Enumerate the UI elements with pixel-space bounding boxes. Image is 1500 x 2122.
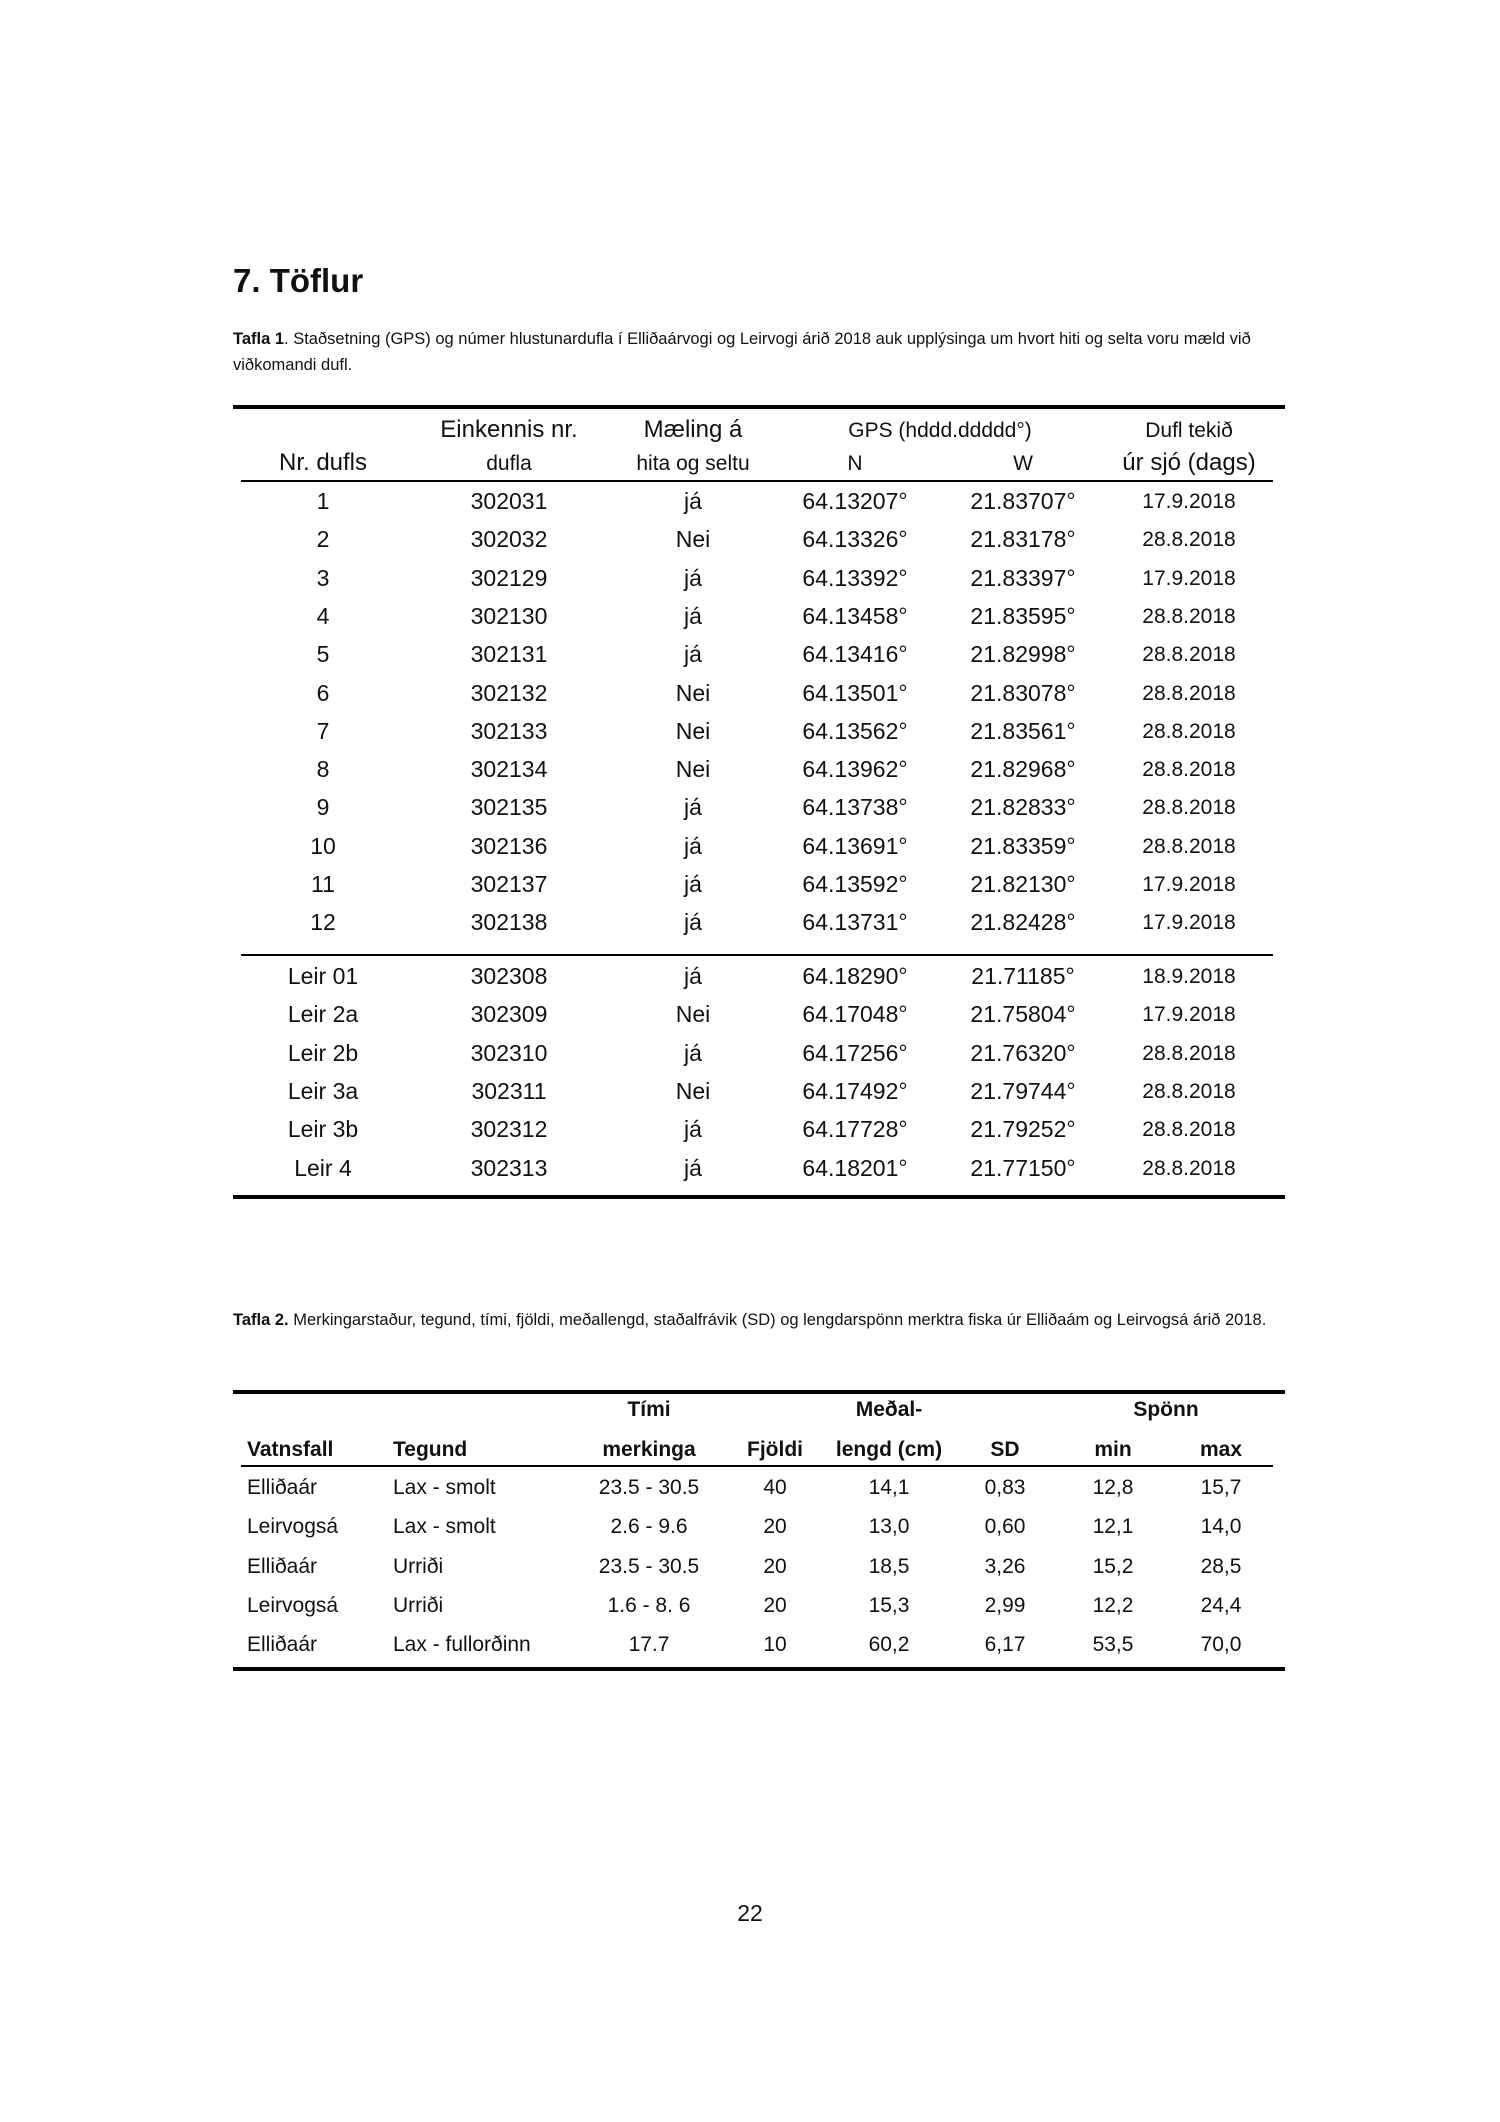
table1-bottom-rule: [233, 1195, 1285, 1199]
header-vatnsfall: Vatnsfall: [247, 1438, 334, 1461]
header-sd: SD: [990, 1438, 1020, 1461]
header-n: N: [847, 452, 863, 475]
cell-nr-dufls: 9: [316, 794, 330, 821]
cell-timi: 1.6 - 8. 6: [607, 1593, 691, 1617]
cell-gps-n: 64.13392°: [802, 564, 908, 591]
cell-min: 12,2: [1092, 1593, 1134, 1617]
cell-medallengd: 14,1: [868, 1476, 910, 1499]
cell-min: 53,5: [1092, 1633, 1134, 1657]
cell-gps-w: 21.83707°: [970, 488, 1076, 514]
cell-min: 12,1: [1092, 1515, 1134, 1539]
cell-dufl-tekid: 28.8.2018: [1142, 796, 1236, 820]
cell-gps-n: 64.13691°: [802, 832, 908, 859]
cell-gps-n: 64.13501°: [802, 679, 908, 706]
cell-dufl-tekid: 17.9.2018: [1142, 490, 1236, 513]
cell-gps-w: 21.82968°: [970, 756, 1076, 783]
cell-fjoldi: 40: [763, 1476, 787, 1499]
cell-nr-dufls: Leir 3b: [287, 1116, 359, 1143]
cell-gps-w: 21.71185°: [971, 963, 1075, 989]
cell-sd: 3,26: [984, 1554, 1026, 1578]
cell-max: 70,0: [1200, 1633, 1242, 1657]
cell-dufl-tekid: 28.8.2018: [1142, 528, 1236, 552]
cell-fjoldi: 20: [763, 1515, 787, 1539]
cell-gps-w: 21.82998°: [970, 641, 1076, 668]
cell-gps-n: 64.17256°: [802, 1039, 908, 1066]
cell-medallengd: 18,5: [868, 1554, 910, 1578]
cell-gps-w: 21.82833°: [970, 794, 1076, 821]
cell-max: 28,5: [1200, 1554, 1242, 1578]
cell-dufl-tekid: 28.8.2018: [1142, 758, 1236, 782]
cell-nr-dufls: 12: [310, 909, 336, 936]
cell-min: 15,2: [1092, 1554, 1134, 1578]
cell-gps-n: 64.17048°: [802, 1001, 908, 1028]
cell-gps-n: 64.18201°: [802, 1154, 908, 1181]
cell-einkennis-nr: 302312: [470, 1116, 548, 1143]
cell-dufl-tekid: 28.8.2018: [1142, 1041, 1236, 1065]
cell-einkennis-nr: 302135: [470, 794, 548, 821]
cell-nr-dufls: Leir 01: [287, 963, 359, 989]
header-max: max: [1199, 1438, 1243, 1461]
cell-maeling: já: [684, 641, 702, 668]
cell-nr-dufls: 5: [316, 641, 330, 668]
cell-vatnsfall: Leirvogsá: [247, 1515, 339, 1539]
cell-nr-dufls: 3: [316, 564, 330, 591]
cell-maeling: já: [684, 794, 702, 821]
cell-maeling: já: [684, 871, 702, 897]
cell-einkennis-nr: 302310: [470, 1039, 548, 1066]
table1-caption-label: Tafla 1: [233, 330, 285, 348]
cell-timi: 17.7: [628, 1633, 670, 1657]
table1-group-rule: [241, 954, 1273, 956]
cell-einkennis-nr: 302137: [470, 871, 548, 897]
cell-gps-w: 21.79744°: [970, 1077, 1076, 1104]
cell-gps-w: 21.77150°: [970, 1154, 1076, 1181]
cell-gps-w: 21.83561°: [970, 717, 1076, 744]
cell-maeling: já: [684, 564, 702, 591]
cell-gps-n: 64.18290°: [802, 963, 908, 989]
cell-dufl-tekid: 28.8.2018: [1142, 719, 1236, 743]
cell-maeling: Nei: [675, 756, 711, 783]
cell-gps-n: 64.13326°: [802, 526, 908, 553]
cell-maeling: já: [684, 1116, 702, 1143]
cell-fjoldi: 20: [763, 1554, 787, 1578]
cell-dufl-tekid: 17.9.2018: [1142, 566, 1236, 590]
cell-einkennis-nr: 302134: [470, 756, 548, 783]
cell-gps-w: 21.75804°: [970, 1001, 1076, 1028]
cell-gps-w: 21.83078°: [970, 679, 1076, 706]
cell-max: 24,4: [1200, 1593, 1242, 1617]
cell-maeling: já: [684, 1154, 702, 1181]
cell-gps-n: 64.13207°: [802, 488, 908, 514]
cell-dufl-tekid: 18.9.2018: [1142, 965, 1236, 988]
cell-dufl-tekid: 28.8.2018: [1142, 1079, 1236, 1103]
cell-dufl-tekid: 28.8.2018: [1142, 834, 1236, 858]
cell-dufl-tekid: 28.8.2018: [1142, 1156, 1236, 1180]
cell-dufl-tekid: 17.9.2018: [1142, 1003, 1236, 1027]
header-nr: Nr. dufls: [278, 449, 368, 476]
header-timi: Tími: [627, 1398, 671, 1421]
cell-einkennis-nr: 302311: [471, 1077, 547, 1104]
header-medal-2: lengd (cm): [835, 1438, 943, 1461]
cell-nr-dufls: 10: [310, 832, 336, 859]
table2-caption-text: Merkingarstaður, tegund, tími, fjöldi, meðallengd, staðalfrávik (SD) og lengdarspönn merktra fiska úr Elliðaám og Leirvogsá árið 2018.: [288, 1311, 1267, 1329]
cell-gps-w: 21.83595°: [970, 602, 1076, 629]
cell-gps-w: 21.79252°: [970, 1116, 1076, 1143]
table1-caption: [233, 326, 1285, 378]
table2-caption-label: Tafla 2.: [233, 1311, 289, 1329]
header-w: W: [1013, 452, 1033, 475]
cell-gps-n: 64.13458°: [802, 602, 908, 629]
cell-einkennis-nr: 302138: [470, 909, 548, 936]
cell-max: 14,0: [1200, 1515, 1242, 1539]
cell-gps-n: 64.13962°: [802, 756, 908, 783]
cell-einkennis-nr: 302136: [470, 832, 548, 859]
cell-maeling: Nei: [675, 526, 711, 553]
cell-tegund: Lax - fullorðinn: [393, 1633, 531, 1657]
cell-nr-dufls: 8: [316, 756, 330, 783]
cell-timi: 23.5 - 30.5: [598, 1554, 700, 1578]
cell-nr-dufls: 11: [311, 871, 335, 897]
cell-einkennis-nr: 302031: [470, 488, 548, 514]
cell-maeling: Nei: [675, 1077, 711, 1104]
page-number: 22: [737, 1900, 763, 1926]
cell-nr-dufls: 1: [316, 488, 330, 514]
header-einkennis: Einkennis nr.: [440, 416, 578, 443]
cell-timi: 2.6 - 9.6: [610, 1515, 688, 1539]
cell-einkennis-nr: 302032: [470, 526, 548, 553]
cell-einkennis-nr: 302131: [470, 641, 548, 668]
cell-vatnsfall: Elliðaár: [247, 1633, 318, 1657]
cell-nr-dufls: 6: [316, 679, 330, 706]
table1-header-rule: [241, 480, 1273, 482]
cell-gps-n: 64.17728°: [802, 1116, 908, 1143]
cell-nr-dufls: 2: [316, 526, 330, 553]
cell-medallengd: 13,0: [868, 1515, 910, 1539]
table1-caption-text: . Staðsetning (GPS) og númer hlustunardufla í Elliðaárvogi og Leirvogi árið 2018 auk upplýsinga um hvort hiti og selta voru mæld við viðkomandi dufl.: [233, 330, 1251, 374]
cell-nr-dufls: Leir 3a: [287, 1077, 359, 1104]
cell-medallengd: 60,2: [868, 1633, 910, 1657]
cell-maeling: já: [684, 963, 702, 989]
header-fjoldi: Fjöldi: [747, 1438, 803, 1461]
cell-gps-n: 64.13592°: [802, 871, 908, 897]
cell-einkennis-nr: 302132: [470, 679, 548, 706]
cell-einkennis-nr: 302309: [470, 1001, 548, 1028]
cell-gps-n: 64.17492°: [802, 1077, 908, 1104]
cell-maeling: já: [684, 832, 702, 859]
cell-tegund: Urriði: [393, 1554, 444, 1578]
section-heading: 7. Töflur: [233, 262, 364, 299]
cell-maeling: já: [684, 488, 702, 514]
table2-bottom-rule: [233, 1667, 1285, 1671]
cell-dufl-tekid: 17.9.2018: [1142, 911, 1236, 935]
cell-maeling: já: [684, 602, 702, 629]
cell-gps-n: 64.13738°: [802, 794, 908, 821]
cell-gps-w: 21.83359°: [970, 832, 1076, 859]
cell-gps-w: 21.82428°: [970, 909, 1076, 936]
header-gps: GPS (hddd.ddddd°): [848, 419, 1032, 442]
cell-maeling: já: [684, 1039, 702, 1066]
cell-nr-dufls: 4: [316, 602, 330, 629]
header-einkennis-2: dufla: [486, 452, 532, 475]
cell-dufl-tekid: 28.8.2018: [1142, 1118, 1236, 1142]
cell-fjoldi: 20: [763, 1593, 787, 1617]
cell-nr-dufls: 7: [316, 717, 330, 744]
cell-gps-n: 64.13731°: [802, 909, 908, 936]
cell-nr-dufls: Leir 4: [294, 1154, 352, 1181]
header-medal: Meðal-: [855, 1398, 923, 1421]
cell-maeling: Nei: [675, 1001, 711, 1028]
cell-tegund: Urriði: [393, 1593, 444, 1617]
cell-sd: 0,83: [984, 1476, 1026, 1499]
header-min: min: [1094, 1438, 1132, 1461]
cell-gps-w: 21.76320°: [970, 1039, 1076, 1066]
cell-einkennis-nr: 302308: [470, 963, 548, 989]
cell-maeling: Nei: [675, 717, 711, 744]
cell-dufl-tekid: 28.8.2018: [1142, 604, 1236, 628]
header-tegund: Tegund: [393, 1438, 468, 1461]
cell-einkennis-nr: 302313: [470, 1154, 548, 1181]
header-maeling: Mæling á: [643, 416, 743, 443]
cell-nr-dufls: Leir 2b: [287, 1039, 359, 1066]
header-sponn: Spönn: [1133, 1398, 1199, 1421]
cell-tegund: Lax - smolt: [393, 1476, 496, 1499]
cell-dufl-tekid: 17.9.2018: [1142, 873, 1236, 896]
cell-vatnsfall: Leirvogsá: [247, 1593, 339, 1617]
cell-medallengd: 15,3: [868, 1593, 910, 1617]
cell-vatnsfall: Elliðaár: [247, 1554, 318, 1578]
cell-gps-w: 21.83397°: [970, 564, 1076, 591]
table1-top-rule: [233, 405, 1285, 409]
cell-max: 15,7: [1200, 1476, 1242, 1499]
cell-gps-w: 21.82130°: [970, 871, 1076, 897]
cell-gps-n: 64.13562°: [802, 717, 908, 744]
cell-dufl-tekid: 28.8.2018: [1142, 643, 1236, 667]
cell-einkennis-nr: 302130: [470, 602, 548, 629]
table2-caption: [233, 1307, 1285, 1333]
header-dufl-2: úr sjó (dags): [1122, 449, 1256, 476]
cell-min: 12,8: [1092, 1476, 1134, 1499]
cell-einkennis-nr: 302133: [470, 717, 548, 744]
header-dufl: Dufl tekið: [1145, 419, 1233, 442]
cell-timi: 23.5 - 30.5: [598, 1476, 700, 1499]
cell-einkennis-nr: 302129: [470, 564, 548, 591]
cell-tegund: Lax - smolt: [393, 1515, 496, 1539]
cell-sd: 0,60: [984, 1515, 1026, 1539]
cell-gps-w: 21.83178°: [970, 526, 1076, 553]
header-maeling-2: hita og seltu: [636, 452, 750, 475]
cell-sd: 2,99: [984, 1593, 1026, 1617]
cell-maeling: já: [684, 909, 702, 936]
cell-sd: 6,17: [984, 1633, 1026, 1657]
cell-fjoldi: 10: [763, 1633, 787, 1657]
table2-header-rule: [241, 1465, 1273, 1467]
cell-maeling: Nei: [675, 679, 711, 706]
cell-gps-n: 64.13416°: [802, 641, 908, 668]
cell-nr-dufls: Leir 2a: [287, 1001, 359, 1028]
header-timi-2: merkinga: [602, 1438, 696, 1461]
cell-vatnsfall: Elliðaár: [247, 1476, 318, 1499]
cell-dufl-tekid: 28.8.2018: [1142, 681, 1236, 705]
table2-top-rule: [233, 1390, 1285, 1394]
